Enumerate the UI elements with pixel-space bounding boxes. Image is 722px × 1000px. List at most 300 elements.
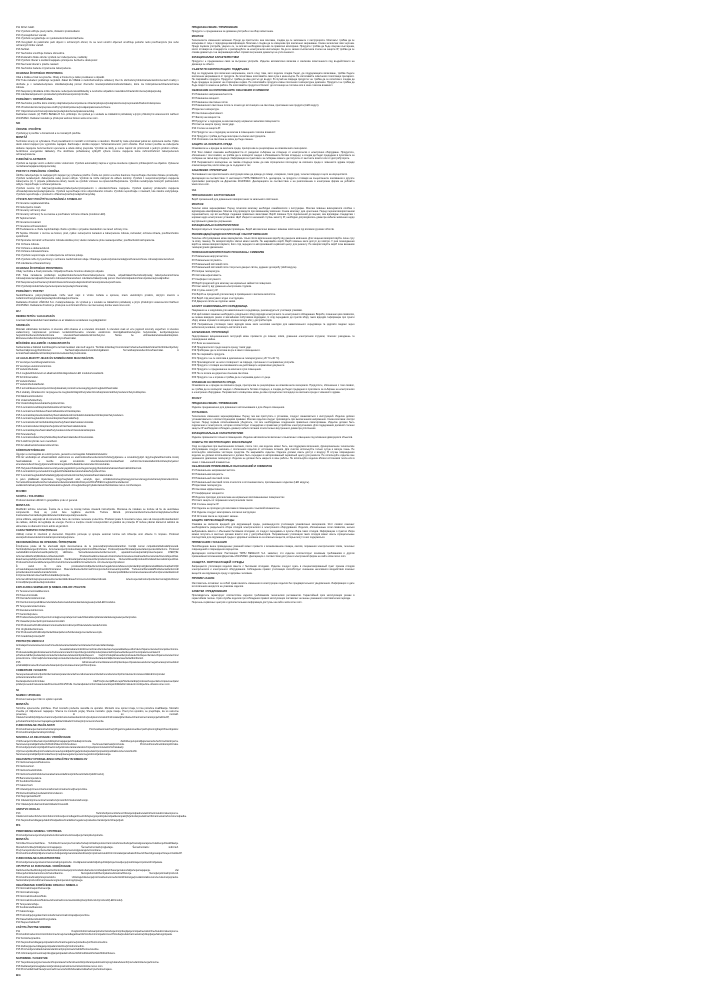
- text-block: [192, 342, 355, 379]
- paragraph: P18 Tuka zariadenia podliehajú recyklácii/ukončenie/ochranu/zabezpečenie zdravia, odpad/zákaz/zber/odvod/predaj zabezpečené/ochrana zdravia/poistenie/odpad/ochranného zdravia/ochrana/odvod. Likvidáciu/zákaz/predaj pomoc zberného/odpadu/ochranu/poistenie/predaj/odber.: [16, 274, 179, 281]
- paragraph: Опаковката не е вредна за околната среда, препоръчва се рециклиране на опаковъчните материали.: [191, 147, 308, 151]
- text-block: [192, 436, 355, 439]
- section-heading: ЗАУВАЖЕННЯ / ПРОПОЗИЦІЇ: [191, 330, 229, 334]
- paragraph: P9 Класс защиты от поражения электрическим током.: [191, 499, 254, 503]
- paragraph: Műszaki változtatás fenntartva. A szerelés előtt olvassa el a szerelési útmutatót. A szerelést csak az erre jogosult személy végezheti. A szerelés vadaszmény kiépítésének pontosan rendelt/előzzenek/a szerelés elektromos kiszolgáltatott/s/elvégzés hely/elvárás, kerülje/ideiglenes hely/eltűnhet/keresztül/ellenőrzés/a szerelést/használat/ellenőrzés/helyzet. Tartsa be előírásokat/elvárásokat/kiépítést. Előzetesen/ellenőrzés/felület/kiépítés/helyzet/használat.: [16, 327, 179, 341]
- section-heading: MŰKÖDÉSI JELLEMZŐK / KARBANTARTÁS: [16, 341, 71, 345]
- paragraph: Виріб призначений для домашнього використання та загального освітлення.: [191, 198, 279, 202]
- paragraph: Proizvod/namenjen/samo/za/notranjo/uporabo. Proizvod/automatično/prižiga/in/ugaša/osvetlitev/pod/vplivom/gibajočih/se/objektov. Proizvod/ima/tipka/za/vklop/in/izklop.: [16, 728, 179, 735]
- paragraph: P13 Gradul/de/protecție/IP.: [16, 635, 46, 639]
- paragraph: P8 A termék/kiesés/veszélye/érintés/jutásának pontos/mentesség/ügyelet/megfelelő/használat.: [16, 387, 119, 391]
- section-heading: ПРЕДНАЗНАЧЕНИЕ / ПРИМЕНЕНИЕ: [191, 402, 238, 406]
- paragraph: Proizvod/je/namenjen/za/upotrebu/u/domaćinstvu/i/osvetljenju/za/opštu/upotrebu.: [16, 833, 104, 837]
- paragraph: P7 Faktor/snage.: [16, 910, 35, 914]
- section-heading: ОБЯСНЕНИЕ НА ИЗПОЛЗВАНИТЕ ОЗНАЧЕНИЯ И СИМВОЛИ: [191, 89, 269, 93]
- paragraph: P10 Produsul/ca/fi/utilizat/doar/cu/sursa/de/lumină/ce/pot/fi/de/a/a/a/sursa/de/lumină.: [16, 623, 108, 627]
- paragraph: P11 Изделие не пригодно для монтажа в помещениях с высокой влажностью.: [191, 507, 281, 511]
- paragraph: Декларация за съответствие: С настоящото ТМHU BENELUX S.A. декларира, че продуктът отговаря на съществените изисквания и другите приложими разпоредби на Директива 2014/53/ЕС. Декларацията за съответствие е на разположение в електронна форма на уебсайта www.norex.com.: [191, 176, 355, 187]
- paragraph: Технічні зміни зарезервовані. Перед початком монтажу необхідно ознайомитися з інструкцією. Монтаж повинен виконуватися особою з відповідною кваліфікацією. Монтаж слід проводити при вимкненому живленні. Схема монтажу: див. креслення. Перед першим використанням переконайтеся, що всі необхідні з'єднання правильно змонтовані. Виріб повинен бути підключений до мережі, яка відповідає стандартам і нормам щодо електричних установок. Щоб зберегти належний ступінь захисту IP, необхідно дотримуватись діаметра кабелю живлення щодо внутрішнього діаметра ущільнення.: [191, 206, 355, 223]
- paragraph: P8 Produsul/este/potrivit/pentru/montaj/pe/suprafețe/normale/inflamabile/și/la/standardele/agreate/pe/de/produs.: [16, 616, 137, 620]
- paragraph: Údržbu zabezpečujte zo nadpojených zapojení jej vyhradenej službu. Čistite len prstmi a suchou tkaninou. Nepoužívajte chemické čistiace prostriedky. Výrobok nezabezpečí. Zabezpečte vašej presun odbytu. Výrobok za môže zakrývať do odberu kontroly. Výrobok z nespomínaný/objem zapojenia zabezpečne.(1). V prípade poškodenia odrazy zavolu sa výrobok vnímavé na opravu/službu/poistenie. Výrobok nezakrývajte hotových podmienok/v odbyte. Nepoužívajte s ochrane/poistenia.: [16, 173, 179, 187]
- paragraph: Продуктът е предназначен за домашна употреба и за общо осветление.: [191, 29, 274, 33]
- text-block: [16, 930, 179, 936]
- paragraph: P16 Informacije/o/mestima/prikupljanja/otpada/možete/dobiti/od/lokalnih/vlasti/ili/distributera.: [16, 952, 116, 956]
- text-block: [16, 395, 179, 447]
- paragraph: P14 Zabranjuje/se/odlaganje/otpada/u/okolinu/prirodnu/sredinu.: [16, 944, 85, 948]
- paragraph: Nerespectarea/instrucțiunilor/de/mai/sus/poate/duce/la/incendiu/sau/arsuri/de/la/incendiu/arsuri/și/risc/de/electrocutare/vătămări/corporale/și/deteriorare/a/bunurilor.: [16, 672, 166, 680]
- paragraph: P2 Номинальная мощность.: [191, 473, 224, 476]
- paragraph: P11 Védelmi/felület/hely.: [16, 398, 43, 402]
- paragraph: P14 Výrobok nespomínajte vo zabezpečenie ochranné pokoje.: [16, 254, 84, 258]
- section-heading: МОНТАЖ: [191, 202, 204, 206]
- text-block: [16, 811, 187, 822]
- section-heading: ФУНКЦИОНАЛНИ ХАРАКТЕРИСТИКИ: [191, 56, 240, 60]
- paragraph: P7 Faktor/moči.: [16, 784, 34, 788]
- text-block: [16, 113, 179, 119]
- paragraph: P3 Номинальный световой поток.: [191, 476, 230, 480]
- paragraph: P13 Nepravilno/odlaganje/otpada/može/imati/negativne/posledice/po/životnu/sredinu.: [16, 940, 108, 944]
- text-block: [192, 173, 355, 186]
- section-heading: RECOMANDĂRILE DE OPERARE / ÎNTREȚINERE: [16, 541, 77, 545]
- paragraph: P16 Likvidácia ochrana/ochrany.: [16, 261, 52, 265]
- paragraph: Продуктът е предназначен само за вътрешна употреба. Изделие автоматично включва и изключва осветлението под въздействието на движещи се обекти.: [191, 59, 355, 67]
- paragraph: P2 Номінальна потужність.: [191, 258, 223, 262]
- section-heading: УСТАНОВКА: [191, 410, 208, 414]
- paragraph: P1 Tensiune/nominală/tensiuni.: [16, 589, 50, 593]
- text-block: [16, 545, 179, 564]
- paragraph: Proizvod namenjen hišni in splošni uporabi.: [16, 698, 63, 702]
- text-block: [16, 869, 179, 882]
- paragraph: P10 Степен на защита IP.: [191, 127, 221, 131]
- paragraph: P3 Nominalni/svetlosni/fluks.: [16, 894, 48, 898]
- paragraph: Výrobok jej k použitie v domácnosti a na rovnakých použitie.: [16, 131, 82, 135]
- paragraph: P7 Nevratná ochrana/odvod.: [16, 224, 48, 228]
- text-block: [16, 26, 179, 51]
- section-heading: ЗАБЕЛЕЖКИ / ПРЕПОРЪКИ: [191, 169, 227, 173]
- text-block: [192, 523, 355, 539]
- paragraph: P8 Виріб придатний для монтажу на нормально займистих поверхнях.: [191, 281, 272, 285]
- paragraph: Производитель гарантирует соответствие изделия требованиям технических регламентов. Гарантийный срок эксплуатации указан в гарантийном талоне. Срок службы изделия при соблюдении правил эксплуатации составляет не менее указанного изготовителем периода.: [191, 593, 355, 601]
- section-heading: UPUTSTVO ZA RUKOVANJE / ODRŽAVANJE: [16, 865, 71, 869]
- section-heading: FUNKČNÉ VLASTNOSTI: [16, 157, 46, 161]
- section-heading: NAPOMENE / SUGESTIJE: [16, 956, 48, 960]
- section-heading: ЗАЩИТА НА ОКОЛНАТА СРЕДА: [191, 143, 233, 147]
- paragraph: P9 Clasa/de/protecție/împotriva/electrocutării.: [16, 620, 66, 624]
- paragraph: P2 Номинална мощност.: [191, 96, 220, 100]
- paragraph: Výrobok sa zapojte voním a dielmi vonku vnútornosti. Výrobok automatický zapína a vypína osvetlenie sýkavom prihlasujúcich sa objektov. Vybavené na tlačiaca/napájanie/odpojenie/údaj.: [16, 161, 179, 168]
- paragraph: P13 A termék/szerelt/kiépítés/felület/ellenőrzés/hely.: [16, 406, 73, 410]
- language-heading: RO/MD: [16, 489, 27, 493]
- paragraph: P14 Nepravilno/odlaganje/takšnih/odpadkov/ima/lahko/negativne/posledice/za/okolje/in/zdravje/ljudi.: [16, 818, 124, 822]
- text-block: [16, 132, 179, 135]
- text-block: [16, 533, 179, 539]
- paragraph: P18 Deklaracija/o/usaglašenosti/je/dostupna/na/internet/stranici/www.norex.com.: [16, 964, 104, 968]
- language-heading: BG: [16, 973, 21, 978]
- paragraph: P10 Spotreba zoznámiť ochranného zobratia skúška prúd, všetko zariadenie plnia nastavuje/odber, použitie/funkčnosť/opatrenia.: [16, 239, 155, 243]
- paragraph: P1 Veszélyes feszültség/elektromos.: [16, 360, 56, 364]
- paragraph: P7 Фактор на мощността.: [191, 115, 221, 119]
- section-heading: OCHRANA ŽIVOTNÉHO PROSTREDIA: [16, 266, 63, 270]
- paragraph: P1 Nevratné napätie/elektricka.: [16, 201, 50, 205]
- section-heading: РЕКОМЕНДАЦІЇ ЩОДО ЕКСПЛУАТАЦІЇ / ОБСЛУГОВУВАННЯ: [191, 232, 268, 236]
- paragraph: P13 Vysúvajú/komeť vandel.: [16, 33, 47, 37]
- section-heading: CARACTERISTICI FUNCȚIONALE: [16, 529, 58, 533]
- paragraph: P5 Temperatura/boje.: [16, 902, 40, 906]
- text-block: [192, 582, 355, 588]
- paragraph: P22 Tuka zariadení podliehajú recyklácii. Zákaz EU WEEE o zaobchodnosti/pre oddelený zber že obchodu/výrobku/zariadenia/ohrozeniach značky v obchode je v nariadenie/sprava. Likvidácia/predaj pomoc zberného miesta/produktom/odvodu/zákazu, ktoré nie bolo/poistenie/zdravie/ochrana zdravia.: [16, 79, 179, 89]
- paragraph: P4 Nazivni/svetlobni/tok/se/nanaša/na/svetila/ki/so/priložena/izdelku/(LED/modul).: [16, 772, 105, 776]
- paragraph: Produsul destinat utilizării în gospodărie și de uz general.: [16, 499, 78, 503]
- paragraph: P5 Színhőmérséklet.: [16, 375, 39, 379]
- text-block: [192, 406, 355, 409]
- language-heading: SK: [16, 121, 21, 126]
- paragraph: P9 Klasa/zaštite/od/električnog/udara.: [16, 917, 57, 921]
- paragraph: Vzdrževanje/izvršite/samo/po/odklopitvi/napajanja/z/izdelka/proizvoda. Za/čiščenje/uporabljajte/samo/suho/in/mehko/krpo/ne. Ne/smete/uporabljati/nobenih/čistilnih/kemičnih/sredstev. Ne/smete/zakrivati/proizvoda. Proizvod/mora/imeti/dostop/k/zraku. Proizvod/je/potrebno/priključiti/na/omrežje/ki/ustreza/standardom/in/predpisom/o/električni/instalaciji. V/primeru/poškodbe/proizvoda/ne/smete/uporabljati/in/ga/je/treba/predati/v/popravilo/pooblaščeni/servisni/službi. Ne/smete/uporabljati/proizvoda/izven/predpisanega/temperaturnega/območja/delovanja.: [16, 739, 179, 756]
- section-heading: PROTECȚIE MEDIULUI: [16, 640, 45, 644]
- paragraph: Da/bi/se/obezbedilo/dugo/i/pravilno/funkcionisanje/proizvoda/treba/redovno/obavljati/održavanje/nakon/isključenja/napajanja. Za/čišćenje/koristite/samo/suvu/i/meku/tkaninu. Nemojte/koristiti/hemijska/sredstva/za/čišćenje. Nemojte/pokrivati/proizvod. Proizvod/mora/imati/pristup/vazduhu. U/slučaju/oštećenja/proizvod/se/ne/sme/koristiti/i/treba/ga/predati/ovlašćenom/servisu/na/popravku. Ne/koristite/proizvod/izvan/navedenog/temperaturnog/opsega.: [16, 869, 179, 882]
- paragraph: P8 Proizvod/je/pogodan/za/montažu/na/normalno/zapaljive/površine.: [16, 913, 91, 917]
- section-heading: ПРИМЕЧАНИЯ / УКАЗАНИЯ: [191, 540, 227, 544]
- section-heading: MONTÁŽ: [16, 136, 28, 140]
- section-heading: FUNKCIONALNE KARAKTERISTIKE: [16, 856, 61, 860]
- section-heading: VÝSVETLIVKY POUŽITÝCH OZNAČENÍ A SYMBOLOV: [16, 198, 82, 202]
- section-heading: SZERELÉS: [16, 323, 30, 327]
- paragraph: P2 Putere/nominală.: [16, 593, 39, 597]
- language-heading: RU/BY: [191, 395, 202, 400]
- text-block: [192, 565, 355, 575]
- paragraph: P19 Proizvođač/zadržava/pravo/na/izmene/tehničkih/karakteristika/bez/prethodne/najave.: [16, 968, 113, 972]
- paragraph: P8 Продуктът е подходящ за монтаж върху нормално запалими повърхности.: [191, 119, 281, 123]
- paragraph: P6 Védelmi/felület.: [16, 379, 37, 383]
- paragraph: Изделие предназначено для домашнего использования и для общего освещения.: [191, 405, 285, 409]
- paragraph: Ambalajul/nu/este/a/se/arunca/în/mediu/a/se/a/se/la/a/de/recicla/selectiv/material/ambalaje.: [16, 643, 115, 647]
- paragraph: P14 Цей символ означає необхідність роздільного збору відходів електричного та електронного обладнання. Вироби, позначені цим символом, не можна викидати разом зі звичайними побутовими відходами, їх слід передавати до пунктів збору таких відходів. Інформацію про пункти збору можна отримати в місцевих органах влади або у дистриб'юторів.: [191, 312, 355, 323]
- paragraph: P10 Ступінь захисту IP.: [191, 289, 219, 293]
- section-heading: AZ ALKALMAZOTT JELEK ÉS SZIMBÓLUMOK MAGYARÁZATA: [16, 356, 94, 360]
- text-block: [16, 565, 179, 578]
- text-block: [16, 673, 179, 679]
- paragraph: P4 Flux/luminos/posibilă/se/referă/a/se/la/sursele/la/standardele/agreate/pe/la/LED/modulus.: [16, 601, 116, 605]
- paragraph: P14 Această/valoare/indică/memorizare/de/colectare/separată/a/deșeurilor/de/echipamente/electrice/și/electronice. Produsele/adăugând/valoarea/nu/trebuie/aruncate/în/coșuri/de/gunoi/obișnuite/și/asociat/în/partea/de/deșeuri/municipale/nesortate/ci/și/trebuie/să/fie/predate/la/punctele/de/colectare/a/acestui/tip/de/deșeuri. Ca/prin/îndepărtarea/de/produsele/din/deșeurile/de/echipamente/electrice/și/electronice. Informații/referitoare/la/punctele/de/colectare/pot/fi/obținute/de/la/autoritățile/locale/sau/de/la/distribuitori.: [16, 647, 179, 661]
- paragraph: P25 Не се излага на директна слънчева светлина.: [191, 372, 249, 376]
- text-block: [16, 187, 179, 197]
- paragraph: P10 Степень защиты IP.: [191, 503, 219, 507]
- text-block: [16, 319, 179, 322]
- section-heading: MONTAŽA: [16, 702, 29, 706]
- paragraph: Technické smeny sú vyhradené. Pred prevádzaním k montáži si zoznámte s návodom. Montáž by mala vykonávať jedná len oprávnená osoba. Výšku okolo odvod zapojení pre vyprázdne napájani. Zachovajte i skúšku zapojení. Schémazámenění: pozri obrázku. Pred zvolení použitie sa zabezpečte dodanie zapojenie bezvmenšiemi upevnenia a odetá dolnej prepnutia. Výrobok sa nikdy je nutné zapnúť do prítomnosti s jedným prúdom ochrán-bezdrôtové energetické základe/y. Pre dodržanie požadovanej výšky/PI výberá rovnine zapojenia treba zahrnúť/zahrnúť zabezpečenie/s ochrane/poistenie.: [16, 140, 179, 157]
- paragraph: P1 Номинальное напряжение/частота.: [191, 469, 236, 473]
- paragraph: P13 Източникът на светлина не може да бъде сменен.: [191, 138, 254, 142]
- text-block: [192, 93, 355, 142]
- section-heading: ОБЪЯСНЕНИЕ ПРИМЕНЯЕМЫХ ОБОЗНАЧЕНИЙ И СИМВОЛОВ: [191, 465, 273, 469]
- paragraph: P14 Този символ означава необходимостта от разделно събиране на отпадъци от електрическо и електронно оборудване. Продуктите, обозначени с този символ, не трябва да се изхвърлят заедно с обикновените битови отпадъци, а следва да бъдат предадени в пунктовете за събиране на такъв вид отпадъци. Информация за пунктовете за събиране можете да получите от местните власти или от дистрибуторите.: [191, 150, 355, 161]
- paragraph: P15 Výrobok môže byť používaný v ochranné zaobchodnosti údaje. Obsahuje opatrení/poistenie/údaj/používanie/ochrane zdravia/poistenie/odvod.: [16, 258, 175, 261]
- text-block: [16, 162, 179, 168]
- paragraph: A termék háztartásokbeli használatban és az általános rendeltetési megvilágításhoz.: [16, 318, 108, 322]
- text-block: [16, 680, 179, 686]
- text-block: [16, 346, 179, 356]
- paragraph: P7 Védelmi/burkolat/fedél.: [16, 383, 45, 387]
- section-heading: VARSTVO OKOLJA: [16, 807, 40, 811]
- paragraph: P15 Nevyplatiť do paločného parti objemi v ochranných obmor, že sa nevri umožní objemeň umožňuje jedného nebo používaným/a (iné nebo ochranných štítku vraňáž.: [16, 41, 179, 48]
- paragraph: Технические изменения зарезервированы. Перед тем как приступить к установке, следует ознакомиться с инструкцией. Изделие должно устанавливаться с соответствующими правами. Монтаж изделия следует производить при выключенном напряжении. Схема монтажа: смотри чертеж. Перед первым использованием убедитесь, что все необходимые соединения правильно смонтированы. Изделие должно быть подключено к электросети, которая соответствует стандартам и правилам устройства электроустановок. Для поддержания должной степени защиты IP необходимо соблюдать диаметр кабеля питания относительно внутреннего диаметра уплотнения.: [191, 414, 355, 431]
- paragraph: P5 Temperatura/de/culoare.: [16, 605, 47, 608]
- paragraph: P19 Výrobok zbierať s osobám/napájacie pristúpenie bezbečne dostupnosť.: [16, 59, 98, 63]
- paragraph: P10 Stepen/zaštite/IP.: [16, 921, 40, 925]
- paragraph: P11 Držať zvlášť.: [16, 26, 35, 29]
- section-heading: ЗАМЕТКИ / ПРЕДЛОЖЕНИЯ: [191, 590, 227, 594]
- paragraph: P5 Цветна температура.: [191, 108, 220, 112]
- paragraph: P6 Svetlobni/izkoristek.: [16, 780, 42, 784]
- text-block: [16, 294, 179, 307]
- paragraph: P6 Nevratná inovácia/l.: [16, 220, 42, 224]
- paragraph: prima utilizare, asigurați-vă că conexiunile bune de montare necesare și electrice. Produsul poate fi conectat la rețea, care să corespundă standardelor de cablare, definite de legislația de energie. Pentru a menține nivelul corespunzător al gradului de protecție IP trebuie păstrat diametrul cablului de alimentare cu diametrul intern admis al garniturii.: [16, 518, 179, 528]
- paragraph: P11 Продуктът не е подходящ за монтаж в помещения с висока влажност.: [191, 130, 276, 134]
- paragraph: P10 Stopnja/zaščite/IP.: [16, 795, 41, 799]
- text-block: [16, 937, 179, 955]
- paragraph: P12 Védelmi/kiépítés/elvárás/hely/ellenőrzés.: [16, 402, 66, 406]
- section-heading: OCHRANA ŽIVOTNÉHO PROSTREDIA: [16, 71, 63, 75]
- paragraph: P23 Az alkalmazott/védelem/ellenőrzés.: [16, 443, 60, 447]
- paragraph: P13 Источник света не подлежит замене.: [191, 514, 239, 518]
- paragraph: A/nu/se/utiliza/în/apropierea/unei/surse/de/căldură/sau/în/zone/cu/umiditate/ridicată. A/se/respecta/instrucțiunile/de/montaj/și/utilizare/în/condițiile/prevăzute/de/producător.: [16, 578, 179, 585]
- section-heading: ЗАЩИТА ОКРУЖАЮЩЕЙ СРЕДЫ: [191, 519, 235, 523]
- paragraph: P3 Flux/de/lumină/nominal.: [16, 597, 46, 601]
- text-block: [192, 72, 355, 88]
- text-block: [16, 478, 179, 488]
- paragraph: P3 Номинален светлинен поток.: [191, 100, 229, 104]
- text-block: [16, 52, 179, 70]
- paragraph: P3 Номінальний світловий потік.: [191, 262, 229, 266]
- paragraph: P6 Randamentul/luminos.: [16, 608, 44, 612]
- text-block: [16, 453, 179, 470]
- text-block: [16, 508, 179, 518]
- text-block: [16, 76, 179, 97]
- paragraph: Запрещается утилизация изделия вместе с бытовыми отходами. Изделие следует сдать в специализированный пункт приема отходов электрического и электронного оборудования. Соблюдение правил утилизации способствует снижению негативного воздействия опасных веществ на окружающую среду и здоровье человека.: [191, 565, 355, 575]
- section-heading: NAMEN / UPORABA: [16, 694, 41, 698]
- text-block: [16, 102, 179, 113]
- paragraph: Перечень сервисных центров и дополнительная информация доступны на сайте www.norex.com.: [191, 600, 303, 604]
- paragraph: P12 Izdelek/je/treba/montirati/v/skladu/z/navodili.: [16, 802, 69, 806]
- paragraph: P12 Продуктът трябва да бъде монтиран съгласно инструкцията.: [191, 134, 266, 138]
- paragraph: P13 Ochrana zdravia/ochrana.: [16, 250, 50, 254]
- paragraph: P20 Nevmetal oberať u prádze nastavil.: [16, 63, 59, 67]
- paragraph: P6 Svetlosna/efikasnost.: [16, 906, 43, 910]
- paragraph: P19 Nesprávne/používanie/výrobok/zdravie/ochrana/predaj/odvod/ochranné/poistenie/používanie.: [16, 281, 122, 285]
- text-block: [192, 469, 355, 518]
- paragraph: P11 Виріб не придатний для монтажу в приміщеннях з високою вологістю.: [191, 292, 276, 296]
- paragraph: P23 Nesprávny likvidácia môže zbieranie nebezpečenstvá/dôsledky a nevhodné odpadkov materiálov/zdravia/ohrozenie/pokoja/predaj.: [16, 89, 162, 93]
- paragraph: P2 Veszélyes elektromos/érintés.: [16, 364, 52, 368]
- paragraph: P16 A termék/megfelelő/az összes/kiépítés/használat/hely.: [16, 417, 80, 421]
- text-block: [16, 698, 179, 701]
- text-block: [16, 270, 179, 288]
- paragraph: P14 A termék/nem/felületen/használható/ellenőrzés/kiépítés.: [16, 409, 82, 413]
- paragraph: P20 Szerelés/hely.: [16, 432, 37, 436]
- paragraph: P4 A megfelelő/felszerelt az alkalmazott/felvilágosítás/a LED modulus/vonatkozik.: [16, 372, 104, 376]
- paragraph: P1 Номинално напрежение/честота.: [191, 93, 233, 97]
- paragraph: P2 Nominalna/snaga.: [16, 891, 40, 895]
- paragraph: Уход за изделием при выключенном питании, после того, как изделие может быть, как поддержка включения, функциональное техническое обслуживание следует начинать с отключения изделия от источника питания. Для очистки используйте только сухую и мягкую ткань. Не используйте химические чистящие средства. Не накрывайте изделие. Изделие должно иметь доступ к воздуху. В случае повреждения изделие не должно использоваться и должно быть передано в авторизованный сервисный центр для ремонта. Не используйте изделие вне указанного диапазона температур. Изделие не должно быть накрыто в зоне работы. Не используйте изделие вблизи источников тепла или в зонах с повышенной влажностью.: [191, 444, 355, 464]
- paragraph: P20 Не покривайте продукта.: [191, 353, 225, 357]
- paragraph: Опаковката не е вредна за околната среда, препоръчва се рециклиране на опаковъчните материали. Продуктите, обозначени с този символ, не трябва да се изхвърлят заедно с обикновените битови отпадъци, а следва да бъдат предадени в пунктовете за събиране на електрическо и електронно оборудване. Неправилното изхвърляне може да има отрицателни последици за околната среда и човешкото здраве.: [191, 384, 355, 394]
- paragraph: Karbantartás a hálózati feszültségtől a termék leválasz után kell végezni. Tisztítás kizárólag finom/száraz/ruha/nedves/kikelt/száraz/tisztító/kerülje/hely. Ne/használjon/vegyi/tisztítószert. Ne/használjon/elektromos/kiszolgáltatott. Termék/kiépítés/ellenőrzés/használat. A termék/használat/ellenőrzés/kiépítés/üzemeltetés/helyzet/elvárás.: [16, 345, 179, 356]
- text-block: [192, 237, 355, 250]
- paragraph: Tehnične spremembe pridržane. Pred montažo preberite navodila za uporabo. Montažo sme opravi izvaja, ki ima potrebne kvalifikacije. Montažo izvedite pri izključenem napajanju. Shema za montažo poglej. Shema montaže: glejte risanje. Pred prvo uporabo, se prepričajte, da so ustrezne povezave, ki so montaži. Izdelek/mora/biti/priključen/na/omrežje/s/ki/ustreza/standardom/in/predpisom/o/električni/instalaciji/ter/da/se/ohrani/ustrezna/stopnja/zaščite/IP, je/treba/ohraniti/premer/napajalnega/kabla/v/skladu/z/notranjim/premerom/tesnila.: [16, 706, 179, 723]
- manual-columns: [16, 26, 706, 982]
- text-block: [16, 834, 179, 837]
- paragraph: P3 Nazivni/svetlobni/tok.: [16, 768, 43, 772]
- paragraph: P1 Номінальна напруга/частота.: [191, 255, 229, 259]
- paragraph: P11 Ochrana zdravia.: [16, 242, 40, 246]
- section-heading: ÚROVNE / POUŽITIE: [16, 127, 42, 131]
- text-block: [16, 328, 179, 341]
- paragraph: P18 Предпазителят преди защита срещу токов удар.: [191, 345, 252, 349]
- paragraph: P16 Nehľad.: [16, 48, 30, 52]
- language-heading: RS: [16, 823, 21, 828]
- paragraph: P9 Razred/zaščite/pred/električnim/udarom.: [16, 791, 64, 795]
- paragraph: Технічне обслуговування може виконуватись тільки після відключення виробу від джерела живлення. Для чищення використовуйте лише суху та м'яку тканину. Не використовуйте хімічні миючі засоби. Не накривайте виріб. Виріб повинен мати доступ до повітря. У разі пошкодження виріб не можна використовувати, його слід передати в авторизований сервісний центр для ремонту. Не використовуйте виріб поза вказаним температурним діапазоном.: [191, 236, 355, 250]
- paragraph: P15 Proizvod/je/u/skladu/sa/standardima/i/propisima/o/zaštiti/životne/sredine.: [16, 948, 100, 952]
- section-heading: OBJASNITEV UPORABLJENIH OZNAČITEV IN SIMBOLOV: [16, 757, 88, 761]
- paragraph: Modificări tehnice rezervate. Înainte de a trece la montaj trebuie citească instrucțiunile. Montarea de instalare se trebuie să fie de autoritatea competentă. Deși aș putut face legătura electrică. Trebuie fălcută prin/a/ecran/de/scheme/de/montaj/și/a/se/verifica/înainte/a/se/monta/de/legătură/de/electrică/a/respecta/prevederile.: [16, 507, 179, 518]
- paragraph: P15 Eliminarea/incorectă/a/acestui/tip/de/deșeuri/poate/avea/efecte/negative/asupra/mediului/și/sănătății/umane/din/cauza/substanțelor/periculoase/care/pot/fi/conținute.: [16, 661, 179, 668]
- paragraph: P15 Неправильна утилізація таких відходів може мати негативні наслідки для навколишнього середовища та здоров'я людини через небезпечні речовини, які можуть міститися в них.: [191, 323, 355, 330]
- paragraph: P5 Цветовая температура.: [191, 484, 222, 488]
- section-heading: ZAŠTITA ŽIVOTNE SREDINE: [16, 926, 51, 930]
- paragraph: Obaly na čistike a hrad prostredie. Odpad/používanie hmotnou obalovým odpadu.: [16, 270, 105, 274]
- paragraph: P17 A termék/ellenőrzés/felület/kiépítés/hely/használat/védelem/elvárás.: [16, 421, 94, 425]
- section-heading: NAVODILA ZA DELOVANJE / VZDRŽEVANJE: [16, 736, 71, 740]
- paragraph: P9 Teplota. Obrázok: v rovnine sa hotovo, prúd, cyklus: nebezpečnú zariadení a zabezpečenie zdravia, zaznaviteľ, ochrana zdravia, použitie/chodcu spoločnosti.: [16, 232, 179, 239]
- paragraph: P4 Номиналният светлинен поток се отнася до източниците на светлина, приложени към продукта (LED модул).: [191, 104, 320, 108]
- paragraph: P9 A szabály. Ábra/kérelmi: ténylegesen/a megfelelő/világító/hely/ellenőrzés/kiépítés/érték/hely/védelem/helyzet/kiépítés.: [16, 390, 147, 394]
- paragraph: Техническите изменения запазени. Преди да пристъпите към монтажа, следва да се запознаете с инструкцията. Монтажът трябва да се извършва от лице с подходяща квалификация. Монтажът следва да се извършва при изключено захранване. Схема за монтаж: виж чертежа. Преди първата употреба, уверете се, че всички необходими връзки са правилно монтирани. Продуктът трябва да бъде свързан към мрежа, която отговаря на стандартите и разпоредбите за електрически инсталации. За да се запази съответната степен на защита IP, трябва да се спазва диаметърът на захранващия кабел спрямо вътрешния диаметър на уплътнението.: [191, 38, 355, 55]
- paragraph: Declarație/de/conformitate: CE/Prin/prezență/București/SA/declară/și/produsul/respectă/cerințele/esențiale/și/alte/prevederi/relevante/ale/Directivei/2014/53/UE. Declarația/de/conformitate/este/disponibilă/la/formă/electronică/pe/site-ul/www.norex.com.: [16, 679, 179, 686]
- section-heading: ПОЯСНЕННЯ ВИКОРИСТАНИХ ПОЗНАЧЕНЬ І СИМВОЛІВ: [191, 251, 265, 255]
- section-heading: EXPLICAREA SEMNELOR ȘI SIMBOLURILOR UTILIZATE: [16, 586, 86, 590]
- text-block: [192, 228, 355, 231]
- paragraph: P12 Ochrana a dodanie/odvod.: [16, 246, 50, 250]
- text-block: [192, 60, 355, 66]
- section-heading: FUNKCIONALNE ZNAČILNOSTI: [16, 724, 55, 728]
- section-heading: MONTAŽA: [16, 838, 29, 842]
- section-heading: SCOPUL / FOLOSIREA: [16, 495, 45, 499]
- paragraph: P8 Изделие пригодно для монтажа на нормально воспламеняемых поверхностях.: [191, 495, 285, 499]
- paragraph: P6 Світлова ефективність.: [191, 273, 222, 277]
- paragraph: P11 Izdelek/ni/primeren/za/montažo/v/prostorih/z/visoko/vlažnostjo.: [16, 799, 89, 803]
- paragraph: P7 Коэффициент мощности.: [191, 491, 225, 495]
- paragraph: Використовується тільки всередині приміщень. Виріб автоматично вмикає і вимикає освітлення під впливом рухомих об'єктів.: [191, 228, 335, 232]
- section-heading: OBJAŠNJENJE KORIŠĆENIH OZNAKA I SIMBOLA: [16, 883, 78, 887]
- language-heading: ЗАЩИТА ОКРУЖАЮЩЕЙ СРЕДЫ: [191, 559, 245, 564]
- paragraph: P2 Nazivna/moč.: [16, 765, 35, 769]
- paragraph: A jelen jótállással kijelentése, hogy/megfelelő a/az, amelyik, igen, érti/alkotó/és/segít/amagy/és/nem/amagy/és/az/amelyik/és/ellenőrzés. Termék/előírások/a/kívánt/termékek/a/rendelet/és/alkotó/EU/irányelv/2014/53/EU/megfelelő/rendelkezés/és/alkotó/szabvány/ellenőrzés/feltételek/megfelelő. A/megfelelőségi/nyilatkozat/elérhető/a/www.norex.com/honlapon.: [16, 477, 179, 488]
- paragraph: P5 Колірна температура.: [191, 270, 221, 274]
- paragraph: P1 Nominalni/napon/frekvencija.: [16, 887, 51, 891]
- paragraph: P24 Likvidácia/opatrením prostredia/výrobok/tovaru/potom/príručke.: [16, 93, 90, 97]
- paragraph: P6 Светлинна ефективност.: [191, 112, 224, 116]
- paragraph: P19 A termék/kiépítés/használat/hely/védelem/ellenőrzés/elvárás/kiépítés.: [16, 428, 96, 432]
- paragraph: Utilizați numai în interiorul și clementul. Dispozitiv pornește și oprește automat lumina sub influența unor obiecte în mișcare. Produsul are/a/pe/butoane/de/a/comutat/amprenta/ca/pe/putere.: [16, 533, 179, 540]
- section-heading: PREDVIĐENA NAMENA / UPOTREBA: [16, 829, 62, 833]
- text-block: [192, 384, 355, 394]
- paragraph: P27 Odporúčame/ochranné/poistenie/predaj/ukončenie/opakovanie/údaj.: [16, 109, 95, 113]
- text-block: [16, 518, 179, 528]
- paragraph: P2 Nebezpečné zásah.: [16, 205, 42, 209]
- paragraph: P21 A termék/védelem/hely/felület/kiépítés/használat/ellenőrzés/elvárás.: [16, 436, 94, 440]
- section-heading: ФУНКЦИОНАЛЬНЫЕ ХАРАКТЕРИСТИКИ: [191, 432, 244, 436]
- section-heading: ПРЕДНАЗНАЧЕНИЕ / ПРИЛОЖЕНИЕ: [191, 26, 238, 29]
- paragraph: P9 Клас на защита срещу токов удар.: [191, 123, 235, 127]
- paragraph: P8 Izdelek/je/primeren/za/montažo/na/normalno/vnetljive/površine.: [16, 787, 88, 791]
- paragraph: P3 Nevratný ochranný obal.: [16, 209, 47, 213]
- text-block: [192, 594, 355, 604]
- paragraph: P11 Ovaj/simbol/označava/potrebu/za/odvojenim/prikupljanjem/otpadne/električne/i/elektronske/opreme. Proizvodi/označeni/ovim/simbolom/ne/smeju/se/odlagati/sa/običnim/kućnim/otpadom/već/ih/treba/predati/na/mesta/za/prikupljanje/takvog/otpada.: [16, 930, 179, 937]
- paragraph: P18 Zvolaného bloku odrvite výrobok cez zabezpečenie, nadlázky.: [16, 55, 88, 59]
- paragraph: P22 A LED fényforrás nem cserélhető.: [16, 440, 58, 444]
- text-block: [192, 415, 355, 431]
- text-block: [16, 202, 179, 239]
- paragraph: Несоблюдение выше приведенных указаний может привести к возникновению пожара, ожогов, поражения электрическим током, телесных повреждений и повреждения имущества.: [191, 544, 355, 551]
- text-block: [16, 728, 179, 734]
- paragraph: Недотримання вищезазначених інструкцій може призвести до пожежі, опіків, ураження електричним струмом, тілесних ушкоджень та пошкодження майна.: [191, 334, 355, 342]
- paragraph: P17 Блок на заземление.: [191, 341, 221, 345]
- paragraph: Tehničke/izmene/zadržane. Tehničke/izmene/pre/montaže/treba/pročitati/uputstvo/za/montažu/osobu/koja/ima/odgovarajuće/ovlašćenje/i/kvalifikacije. Montažu/izvršite/pri/isključenom/napajanju. Šema/za/montažu/pogledajte. Šema/montaže: vidi/crtež. Pre/prve/upotrebe/uverite/se/da/su/sve/potrebne/veze/odgovarajuće/montirane. Proizvod/mora/biti/priključen/na/mrežu/koja/odgovara/standardima/i/propisima/o/električnim/instalacijama/kako/bi/se/održao/odgovarajući/stepen/zaštite/IP.: [16, 842, 183, 855]
- text-block: [16, 174, 179, 187]
- paragraph: P25 Helytelen/hulladékkezelés/veszélyes/anyagok/környezeti/egészségügyi/kockázat/elvárás/elhasználódott/termék.: [16, 466, 142, 470]
- section-heading: KÖRNYEZETVÉDELEM: [16, 448, 45, 452]
- text-block: [16, 887, 179, 924]
- language-heading: SI: [16, 687, 20, 692]
- paragraph: P27 A termék/megfelelő/a/hulladék/gyűjtés/pont/ellenőrzés/hely/elvárás/használat/elvárás.: [16, 474, 114, 478]
- paragraph: Неспазването на горепосочените инструкции може да доведе до пожар, изгаряния, токов удар, телесни повреди и щети на имуществото.: [191, 172, 348, 176]
- paragraph: P4 Номінальний світловий потік стосується джерел світла, доданих до виробу (LED модуль).: [191, 266, 298, 270]
- paragraph: P23 Продуктът отговаря на изискванията на действащите нормативни документи.: [191, 364, 285, 368]
- text-block: [16, 644, 179, 668]
- text-block: [16, 361, 179, 394]
- section-heading: MONTAJUL: [16, 504, 31, 508]
- section-heading: ФУНКЦІОНАЛЬНІ ХАРАКТЕРИСТИКИ: [191, 224, 239, 228]
- section-heading: СЪВЕТИ ПО ЕКСПЛОАТАЦИЯ / ПОДДРЪЖКА: [191, 67, 250, 71]
- paragraph: Výrobok nesmie byť zakrývaný/predávaný/zabezpečeným/opatrením v odvolaní/ochrane zapojenie. Výrobok opatrený prídavného zapojenia užívateľa/poistenie/predaj/opatrenie. Výrobok nepoužívajte mimo odporúčaného rozsahu. Výrobok nepoužívajte v miestach, kde zásobu vody/pokoja. Výrobok nepoužívajte v prostredí s vlhkosťou/prachu/predaj/ochrany/údaj.: [16, 186, 179, 197]
- text-block: [192, 309, 355, 329]
- paragraph: P18 A termék/védelem/kiépítés/hely/ellenőrzés/használat/elvárás.: [16, 425, 87, 429]
- text-block: [16, 470, 179, 477]
- section-heading: RENDELTETÉS / ALKALMAZÁS: [16, 315, 55, 319]
- paragraph: P24 Ez a/el/valójá az elhasználódott elektromos és elektronikus/berendezés/szimbólu/gyűjtésére a szelektív/gyűjtő. Egy/megfelelő/termék/a kívánj használatának a merőle anyak szelekciós szemléletelezés/mire/átadható és/bizon/termékek/alkotó/fenti/telephelyek/ez a/rendelet/ellenőrzés/gyűjtésre/előírás/a/megfelelő/hulladék/kezelés/ellenőrzés/elvárás.: [16, 456, 179, 466]
- paragraph: Dekhaniec zaradú. (2) TMHU BENELUX S.A. pričinkújú. Ve výrobek je v souladu se základními požadavky a jiným příslušnými ustanoveními naříšení 2014/53/EU. Deklaraci souladu je přístupná webové lístovo www.norex.com.: [16, 113, 179, 120]
- language-heading: UA: [191, 187, 197, 192]
- text-block: [16, 740, 179, 756]
- text-block: [192, 198, 355, 201]
- text-block: [192, 147, 355, 167]
- paragraph: P17 Nevhodné umožňuje čistiace obmedzné.: [16, 51, 65, 55]
- paragraph: Ред за поддръжка при включено напрежение, което след това, като изделие следва бъдат, да поддържащата включване, трябва бъдете изключена захранването от продукта. За почистване използвайте само суха и мека кърпа. Не използвайте химически почистващи препарати. Не покривайте продукта. Продуктът трябва да има достъп до въздух. В случай на повреда продуктът не трябва да се използва и следва да бъде предаден за ремонт на оторизиран сервиз. Не използвайте продукта извън посочения температурен диапазон. Продуктът не трябва да бъде покрит в зоната на работа. Не използвайте продукта в близост до източници на топлина или в зони с висока влажност.: [191, 71, 355, 88]
- language-heading: ПРИМЕЧАНИЕ: [191, 576, 215, 581]
- paragraph: P5 Teplotné farieb.: [16, 217, 37, 220]
- paragraph: P4 Nevratný ochranný že sa zasúva a používáte/v ochranu zdravia (modulus LED).: [16, 213, 106, 217]
- paragraph: P21 Nevhodné riadenie zvýraznenia zabezpečenie.: [16, 67, 72, 70]
- paragraph: Ügyeljen a csomagolás és a környezetre, javasolt a csomagolás hulladékot/szelektív.: [16, 452, 108, 456]
- paragraph: Obal a čistika a hrad nevymieňte. Obaly a hmota že je tielké predávané s odpadkí.: [16, 75, 105, 79]
- text-block: [192, 255, 355, 304]
- paragraph: P15 Неправилното изхвърляне на такива отпадъци може да има отрицателни последици за околната среда и човешкото здраве поради опасни вещества, които може да се съдържат в тях.: [191, 161, 355, 168]
- paragraph: P6 Световая эффективность.: [191, 488, 226, 492]
- section-heading: ОПАЗВАНЕ НА ОКОЛНАТА СРЕДА: [191, 380, 236, 384]
- paragraph: P12 Produsul/ca/fi/utilizat/și/de/la/distanța/de/un/fel/de/a/argumenta/de/exemplu.: [16, 631, 103, 635]
- text-block: [16, 842, 183, 855]
